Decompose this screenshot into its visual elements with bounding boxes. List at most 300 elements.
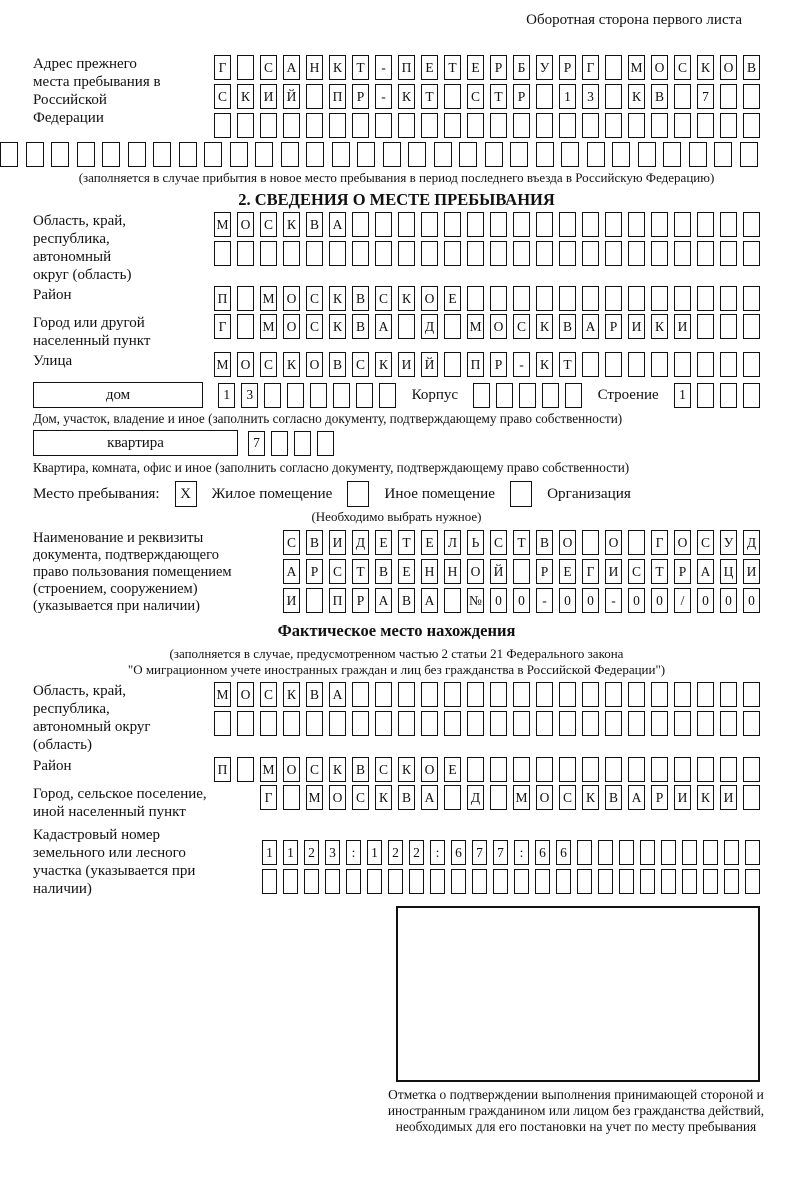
char-box: У (536, 55, 553, 80)
char-box (260, 711, 277, 736)
char-box: М (214, 352, 231, 377)
char-box (559, 113, 576, 138)
char-box (536, 711, 553, 736)
char-box: Т (490, 84, 507, 109)
char-box: К (329, 314, 346, 339)
char-box: О (536, 785, 553, 810)
char-box (536, 142, 554, 167)
char-box (720, 757, 737, 782)
char-box: Д (743, 530, 760, 555)
char-box (237, 314, 254, 339)
char-box (605, 352, 622, 377)
char-box: И (743, 559, 760, 584)
char-box: Р (352, 588, 369, 613)
char-box (720, 241, 737, 266)
section2-title: 2. СВЕДЕНИЯ О МЕСТЕ ПРЕБЫВАНИЯ (238, 190, 555, 209)
char-box: И (628, 314, 645, 339)
char-box: 0 (697, 588, 714, 613)
actual-location-caption-1: (заполняется в случае, предусмотренном частью 2 статьи 21 Федерального закона (169, 646, 624, 661)
char-box (325, 869, 340, 894)
char-box (434, 142, 452, 167)
char-box: Г (651, 530, 668, 555)
char-box: О (421, 286, 438, 311)
prev-address-rows (214, 55, 760, 138)
char-box: К (329, 286, 346, 311)
char-box: 1 (367, 840, 382, 865)
char-box: В (559, 314, 576, 339)
char-box (605, 113, 622, 138)
region-field (33, 212, 760, 284)
char-box (605, 84, 622, 109)
char-box (582, 530, 599, 555)
document-label: Наименование и реквизиты документа, подтверждающего право пользования помещением (строением, сооружением) (указывается при наличии) (33, 530, 232, 614)
prev-address-caption: (заполняется в случае прибытия в новое место пребывания в период последнего въезда в Российскую Федерацию) (78, 170, 715, 185)
char-box: И (260, 84, 277, 109)
char-box (619, 840, 634, 865)
char-box: К (651, 314, 668, 339)
char-box (294, 431, 311, 456)
char-box (598, 869, 613, 894)
char-box (536, 84, 553, 109)
char-box: П (398, 55, 415, 80)
house-label-box: дом (33, 382, 203, 408)
stroenie-label: Строение (597, 386, 659, 403)
char-box (561, 142, 579, 167)
char-box: Н (306, 55, 323, 80)
char-box (619, 869, 634, 894)
char-box (720, 352, 737, 377)
char-box (352, 711, 369, 736)
char-box (306, 142, 324, 167)
char-box (421, 113, 438, 138)
prev-address-row-2 (214, 84, 760, 109)
char-box: Е (444, 286, 461, 311)
prev-address-label: Адрес прежнего места пребывания в Российской Федерации (33, 56, 161, 126)
prev-address-row-3 (214, 113, 760, 138)
char-box (697, 757, 714, 782)
char-box (490, 711, 507, 736)
char-box (237, 113, 254, 138)
char-box: Т (352, 559, 369, 584)
char-box (496, 383, 513, 408)
char-box: П (467, 352, 484, 377)
char-box: С (260, 212, 277, 237)
char-box: В (743, 55, 760, 80)
char-box (582, 241, 599, 266)
district-field (33, 286, 760, 311)
document-rows (283, 530, 760, 613)
char-box: Н (444, 559, 461, 584)
char-box (375, 241, 392, 266)
char-box: В (352, 314, 369, 339)
actual-region-row-1 (214, 682, 760, 707)
char-box (513, 682, 530, 707)
char-box: Л (444, 530, 461, 555)
stay-option-other-premises-label: Иное помещение (384, 485, 496, 502)
char-box (490, 286, 507, 311)
char-box (490, 757, 507, 782)
char-box (697, 314, 714, 339)
char-box (682, 869, 697, 894)
char-box: П (329, 84, 346, 109)
korpus-row (473, 383, 582, 408)
char-box: Г (214, 314, 231, 339)
char-box (214, 711, 231, 736)
char-box (661, 869, 676, 894)
char-box (237, 286, 254, 311)
document-row-1 (283, 530, 760, 555)
char-box (605, 757, 622, 782)
char-box (444, 212, 461, 237)
char-box: К (375, 352, 392, 377)
char-box: С (260, 352, 277, 377)
char-box (559, 212, 576, 237)
char-box (398, 212, 415, 237)
char-box: А (375, 314, 392, 339)
char-box: В (352, 757, 369, 782)
char-box (409, 869, 424, 894)
char-box (743, 711, 760, 736)
char-box: - (375, 55, 392, 80)
char-box (519, 383, 536, 408)
char-box: И (283, 588, 300, 613)
char-box (472, 869, 487, 894)
stay-type-label: Место пребывания: (33, 485, 160, 502)
char-box: К (329, 55, 346, 80)
char-box (743, 314, 760, 339)
cadastral-label: Кадастровый номер земельного или лесного участка (указывается при наличии) (33, 827, 196, 897)
char-box (214, 241, 231, 266)
char-box (0, 142, 18, 167)
char-box (703, 840, 718, 865)
char-box: П (329, 588, 346, 613)
char-box (651, 757, 668, 782)
house-number-row (218, 383, 396, 408)
stay-checkbox-other-premises (347, 481, 369, 507)
char-box (306, 588, 323, 613)
char-box: А (329, 212, 346, 237)
char-box: Т (651, 559, 668, 584)
char-box (536, 286, 553, 311)
char-box: 0 (651, 588, 668, 613)
char-box (444, 785, 461, 810)
char-box: - (536, 588, 553, 613)
char-box: В (375, 559, 392, 584)
char-box (408, 142, 426, 167)
char-box: А (421, 785, 438, 810)
char-box (697, 113, 714, 138)
char-box: Е (444, 757, 461, 782)
char-box: М (306, 785, 323, 810)
char-box: Й (283, 84, 300, 109)
char-box: : (430, 840, 445, 865)
char-box: В (306, 530, 323, 555)
char-box: О (283, 286, 300, 311)
char-box: А (375, 588, 392, 613)
actual-location-title: Фактическое место нахождения (277, 621, 516, 640)
char-box: 7 (697, 84, 714, 109)
char-box (214, 113, 231, 138)
char-box (179, 142, 197, 167)
char-box (375, 212, 392, 237)
char-box (352, 212, 369, 237)
char-box: Р (352, 84, 369, 109)
char-box: С (329, 559, 346, 584)
char-box (740, 142, 758, 167)
char-box (743, 682, 760, 707)
region-rows (214, 212, 760, 266)
actual-city-label: Город, сельское поселение, иной населенный пункт (33, 786, 207, 820)
char-box: С (697, 530, 714, 555)
char-box: В (306, 682, 323, 707)
char-box: Е (559, 559, 576, 584)
char-box: К (398, 286, 415, 311)
char-box (605, 286, 622, 311)
char-box: С (490, 530, 507, 555)
actual-region-label: Область, край, республика, автономный округ (область) (33, 683, 151, 753)
char-box (260, 241, 277, 266)
char-box: Е (467, 55, 484, 80)
char-box: С (352, 785, 369, 810)
actual-city-row (260, 785, 760, 810)
char-box (605, 55, 622, 80)
apartment-label-box: квартира (33, 430, 238, 456)
char-box (459, 142, 477, 167)
char-box (674, 682, 691, 707)
char-box: 0 (743, 588, 760, 613)
char-box (674, 352, 691, 377)
char-box (346, 869, 361, 894)
char-box (306, 241, 323, 266)
house-caption: Дом, участок, владение и иное (заполнить согласно документу, подтверждающему право собственности) (33, 411, 623, 426)
char-box (375, 682, 392, 707)
house-line (33, 382, 760, 408)
document-field (33, 530, 760, 615)
char-box (605, 241, 622, 266)
char-box: П (214, 286, 231, 311)
char-box: Г (214, 55, 231, 80)
char-box: Т (444, 55, 461, 80)
char-box: И (605, 559, 622, 584)
char-box: Р (674, 559, 691, 584)
actual-region-field (33, 682, 760, 754)
char-box: К (283, 212, 300, 237)
char-box (490, 682, 507, 707)
char-box (703, 869, 718, 894)
char-box (536, 241, 553, 266)
char-box: И (398, 352, 415, 377)
char-box (510, 142, 528, 167)
char-box (697, 212, 714, 237)
char-box (743, 286, 760, 311)
char-box (283, 785, 300, 810)
char-box (375, 711, 392, 736)
char-box (444, 84, 461, 109)
char-box (467, 241, 484, 266)
char-box (628, 682, 645, 707)
char-box (421, 711, 438, 736)
char-box (102, 142, 120, 167)
char-box (490, 113, 507, 138)
char-box (430, 869, 445, 894)
char-box (720, 84, 737, 109)
apartment-caption: Квартира, комната, офис и иное (заполнить согласно документу, подтверждающему право собственности) (33, 460, 630, 475)
char-box: О (674, 530, 691, 555)
char-box: К (237, 84, 254, 109)
char-box: С (375, 286, 392, 311)
char-box: 2 (388, 840, 403, 865)
char-box (262, 869, 277, 894)
char-box: Р (536, 559, 553, 584)
char-box: К (398, 757, 415, 782)
char-box (743, 84, 760, 109)
stay-type-line (33, 481, 760, 507)
confirmation-block (33, 906, 765, 1135)
confirmation-stamp-box (396, 906, 760, 1082)
char-box (536, 212, 553, 237)
char-box: О (237, 212, 254, 237)
char-box: В (651, 84, 668, 109)
char-box (582, 682, 599, 707)
district-label: Район (33, 287, 72, 303)
char-box: О (329, 785, 346, 810)
char-box: О (490, 314, 507, 339)
char-box: Д (421, 314, 438, 339)
char-box: Т (513, 530, 530, 555)
document-row-3 (283, 588, 760, 613)
char-box (674, 757, 691, 782)
char-box (536, 757, 553, 782)
char-box: Р (306, 559, 323, 584)
char-box (444, 711, 461, 736)
char-box: О (720, 55, 737, 80)
char-box: 0 (513, 588, 530, 613)
char-box (51, 142, 69, 167)
char-box (444, 314, 461, 339)
char-box (255, 142, 273, 167)
char-box: 0 (490, 588, 507, 613)
char-box: С (467, 84, 484, 109)
char-box (628, 757, 645, 782)
cadastral-rows (262, 840, 760, 894)
actual-location-caption-2: "О миграционном учете иностранных граждан и лиц без гражданства в Российской Федерации") (127, 662, 666, 677)
city-field (33, 314, 760, 350)
char-box (628, 212, 645, 237)
char-box: Н (421, 559, 438, 584)
char-box (565, 383, 582, 408)
char-box: О (283, 757, 300, 782)
char-box (444, 113, 461, 138)
char-box: Г (260, 785, 277, 810)
char-box (367, 869, 382, 894)
char-box: Б (513, 55, 530, 80)
char-box: М (513, 785, 530, 810)
char-box (128, 142, 146, 167)
char-box (651, 352, 668, 377)
region-row-1 (214, 212, 760, 237)
stay-checkbox-organization (510, 481, 532, 507)
char-box (398, 682, 415, 707)
char-box: Т (398, 530, 415, 555)
char-box (743, 212, 760, 237)
char-box (237, 757, 254, 782)
char-box: О (467, 559, 484, 584)
char-box: О (605, 530, 622, 555)
char-box (398, 314, 415, 339)
stay-checkbox-residential: X (175, 481, 197, 507)
char-box: К (375, 785, 392, 810)
char-box: М (260, 314, 277, 339)
char-box: С (628, 559, 645, 584)
char-box: К (283, 682, 300, 707)
char-box (743, 113, 760, 138)
char-box (542, 383, 559, 408)
char-box: С (306, 286, 323, 311)
char-box (559, 757, 576, 782)
char-box (720, 286, 737, 311)
char-box: С (513, 314, 530, 339)
char-box (444, 588, 461, 613)
page-side-note: Оборотная сторона первого листа (526, 12, 742, 28)
char-box: 6 (451, 840, 466, 865)
char-box (513, 212, 530, 237)
char-box (473, 383, 490, 408)
char-box (490, 241, 507, 266)
char-box (605, 212, 622, 237)
stroenie-row (674, 383, 760, 408)
char-box (582, 352, 599, 377)
char-box (388, 869, 403, 894)
char-box (674, 241, 691, 266)
char-box: Й (421, 352, 438, 377)
char-box: Г (582, 55, 599, 80)
char-box (720, 113, 737, 138)
char-box: 0 (559, 588, 576, 613)
char-box (421, 241, 438, 266)
char-box: Р (490, 352, 507, 377)
char-box: 1 (674, 383, 691, 408)
char-box (444, 682, 461, 707)
actual-district-row (214, 757, 760, 782)
char-box (230, 142, 248, 167)
char-box: Т (352, 55, 369, 80)
char-box (651, 241, 668, 266)
char-box (628, 113, 645, 138)
char-box (743, 785, 760, 810)
char-box: К (536, 314, 553, 339)
char-box (605, 711, 622, 736)
char-box: А (283, 559, 300, 584)
char-box (467, 711, 484, 736)
char-box: 7 (248, 431, 265, 456)
cadastral-row-2 (262, 869, 760, 894)
char-box: 2 (304, 840, 319, 865)
char-box (720, 682, 737, 707)
char-box: М (214, 212, 231, 237)
char-box (536, 682, 553, 707)
char-box (577, 869, 592, 894)
char-box (329, 113, 346, 138)
char-box: 0 (720, 588, 737, 613)
char-box (283, 869, 298, 894)
char-box (352, 241, 369, 266)
char-box: 2 (409, 840, 424, 865)
char-box (375, 113, 392, 138)
char-box (674, 286, 691, 311)
char-box: К (398, 84, 415, 109)
char-box (556, 869, 571, 894)
char-box (153, 142, 171, 167)
